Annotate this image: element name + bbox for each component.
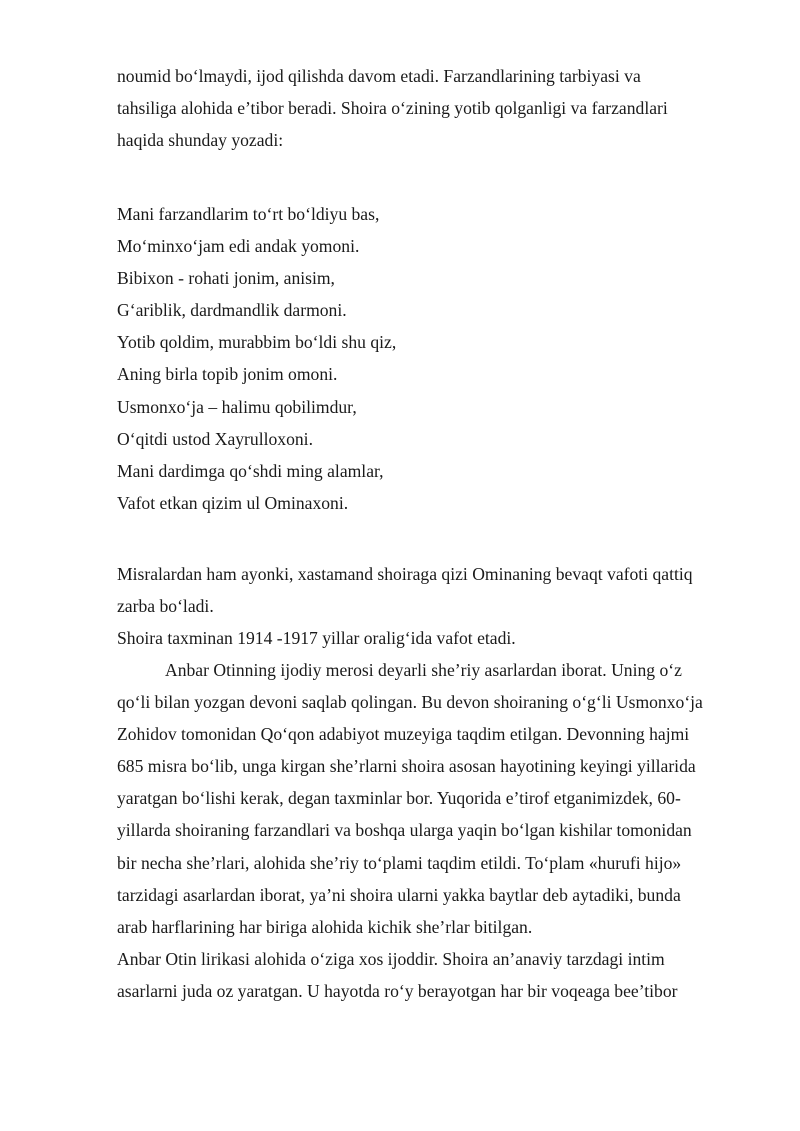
poem-line: Mani dardimga qo‘shdi ming alamlar, <box>117 460 384 481</box>
poem-line: Usmonxo‘ja – halimu qobilimdur, <box>117 396 357 417</box>
text-line: zarba bo‘ladi. <box>117 596 214 617</box>
poem-line: Yotib qoldim, murabbim bo‘ldi shu qiz, <box>117 332 397 353</box>
text-line: bir necha she’rlari, alohida she’riy to‘plami taqdim etildi. To‘plam «hurufi hijo» <box>117 852 682 873</box>
after-poem-paragraph <box>117 558 737 654</box>
poem-line: G‘ariblik, dardmandlik darmoni. <box>117 300 347 321</box>
intro-paragraph <box>117 60 737 156</box>
poem-line: Mani farzandlarim to‘rt bo‘ldiyu bas, <box>117 204 380 224</box>
poem-line: Vafot etkan qizim ul Ominaxoni. <box>117 492 349 513</box>
text-line: tarzidagi asarlardan iborat, ya’ni shoira ularni yakka baytlar deb aytadiki, bunda <box>117 884 681 905</box>
poem-line: Mo‘minxo‘jam edi andak yomoni. <box>117 236 360 257</box>
text-line: qo‘li bilan yozgan devoni saqlab qolingan. Bu devon shoiraning o‘g‘li Usmonxo‘ja <box>117 692 703 713</box>
text-line: Anbar Otin lirikasi alohida o‘ziga xos ijoddir. Shoira an’anaviy tarzdagi intim <box>117 949 665 969</box>
text-line: yaratgan bo‘lishi kerak, degan taxminlar bor. Yuqorida e’tirof etganimizdek, 60- <box>117 788 681 809</box>
text-line: Zohidov tomonidan Qo‘qon adabiyot muzeyiga taqdim etilgan. Devonning hajmi <box>117 724 690 745</box>
text-line: noumid bo‘lmaydi, ijod qilishda davom etadi. Farzandlarining tarbiyasi va <box>117 66 641 86</box>
poem-line: O‘qitdi ustod Xayrulloxoni. <box>117 428 313 449</box>
text-line: Misralardan ham ayonki, xastamand shoiraga qizi Ominaning bevaqt vafoti qattiq <box>117 564 693 584</box>
text-line: arab harflarining har biriga alohida kichik she’rlar bitilgan. <box>117 916 533 937</box>
text-line: haqida shunday yozadi: <box>117 130 284 151</box>
poem-line: Bibixon - rohati jonim, anisim, <box>117 268 335 289</box>
text-line: asarlarni juda oz yaratgan. U hayotda ro‘y berayotgan har bir voqeaga bee’tibor <box>117 981 678 1002</box>
text-line: Anbar Otinning ijodiy merosi deyarli she’riy asarlardan iborat. Uning o‘z <box>165 660 682 680</box>
poem-line: Aning birla topib jonim omoni. <box>117 364 338 385</box>
text-line: tahsiliga alohida e’tibor beradi. Shoira o‘zining yotib qolganligi va farzandlari <box>117 98 668 119</box>
text-line: yillarda shoiraning farzandlari va boshqa ularga yaqin bo‘lgan kishilar tomonidan <box>117 820 692 841</box>
merosi-paragraph <box>117 654 737 943</box>
text-line: Shoira taxminan 1914 -1917 yillar oralig‘ida vafot etadi. <box>117 628 516 649</box>
lirika-paragraph <box>117 943 737 1007</box>
poem-stanza <box>117 198 737 519</box>
text-line: 685 misra bo‘lib, unga kirgan she’rlarni shoira asosan hayotining keyingi yillarida <box>117 756 696 777</box>
